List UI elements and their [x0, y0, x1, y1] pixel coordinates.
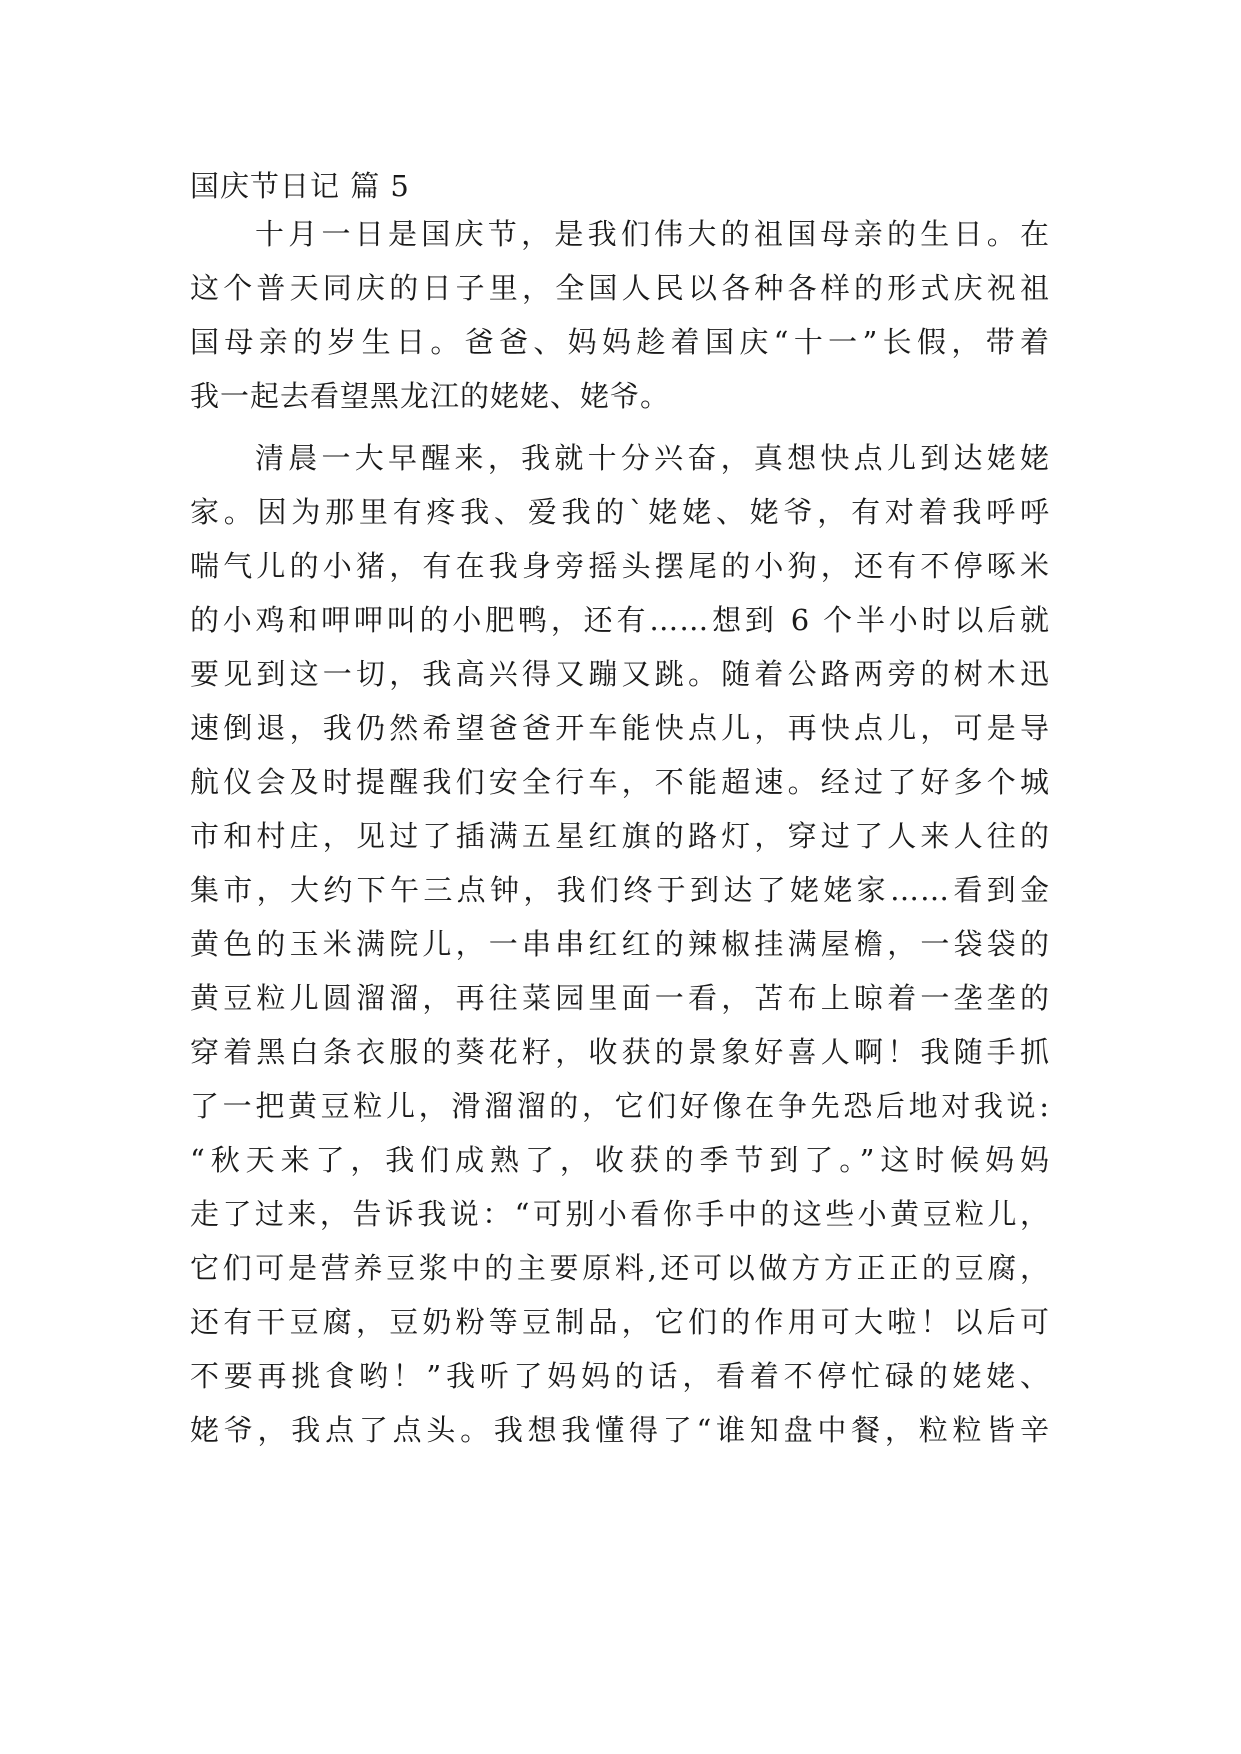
paragraph-line: 市和村庄，见过了插满五星红旗的路灯，穿过了人来人往的 [190, 819, 1050, 853]
paragraph-line: 要见到这一切，我高兴得又蹦又跳。随着公路两旁的树木迅 [190, 657, 1050, 691]
paragraph-line: 穿着黑白条衣服的葵花籽，收获的景象好喜人啊！我随手抓 [190, 1035, 1050, 1069]
paragraph-line: 清晨一大早醒来，我就十分兴奋，真想快点儿到达姥姥 [255, 441, 1050, 475]
paragraph-line: 它们可是营养豆浆中的主要原料,还可以做方方正正的豆腐， [190, 1251, 1050, 1285]
paragraph-line: 黄豆粒儿圆溜溜，再往菜园里面一看，苫布上晾着一垄垄的 [190, 981, 1050, 1015]
paragraph-line: 集市，大约下午三点钟，我们终于到达了姥姥家……看到金 [190, 873, 1050, 907]
paragraph-line: 走了过来，告诉我说：“可别小看你手中的这些小黄豆粒儿， [190, 1197, 1050, 1231]
paragraph-line: 姥爷，我点了点头。我想我懂得了“谁知盘中餐，粒粒皆辛 [190, 1413, 1050, 1447]
paragraph-line: 十月一日是国庆节，是我们伟大的祖国母亲的生日。在 [255, 217, 1050, 251]
document-title: 国庆节日记 篇 5 [190, 169, 410, 203]
paragraph-line: 黄色的玉米满院儿，一串串红红的辣椒挂满屋檐，一袋袋的 [190, 927, 1050, 961]
paragraph-line: 航仪会及时提醒我们安全行车，不能超速。经过了好多个城 [190, 765, 1050, 799]
paragraph-line: 不要再挑食哟！”我听了妈妈的话，看着不停忙碌的姥姥、 [190, 1359, 1050, 1393]
paragraph-line: 喘气儿的小猪，有在我身旁摇头摆尾的小狗，还有不停啄米 [190, 549, 1050, 583]
paragraph-line: 家。因为那里有疼我、爱我的`姥姥、姥爷，有对着我呼呼 [190, 495, 1050, 529]
paragraph-line: 速倒退，我仍然希望爸爸开车能快点儿，再快点儿，可是导 [190, 711, 1050, 745]
paragraph-line: 还有干豆腐，豆奶粉等豆制品，它们的作用可大啦！以后可 [190, 1305, 1050, 1339]
paragraph-line: “秋天来了，我们成熟了，收获的季节到了。”这时候妈妈 [190, 1143, 1050, 1177]
paragraph-line: 了一把黄豆粒儿，滑溜溜的，它们好像在争先恐后地对我说: [190, 1089, 1050, 1123]
paragraph-line: 国母亲的岁生日。爸爸、妈妈趁着国庆“十一”长假，带着 [190, 325, 1050, 359]
paragraph-line: 这个普天同庆的日子里，全国人民以各种各样的形式庆祝祖 [190, 271, 1050, 305]
paragraph-line: 的小鸡和呷呷叫的小肥鸭，还有……想到 6 个半小时以后就 [190, 603, 1050, 637]
paragraph-line: 我一起去看望黑龙江的姥姥、姥爷。 [190, 379, 671, 413]
